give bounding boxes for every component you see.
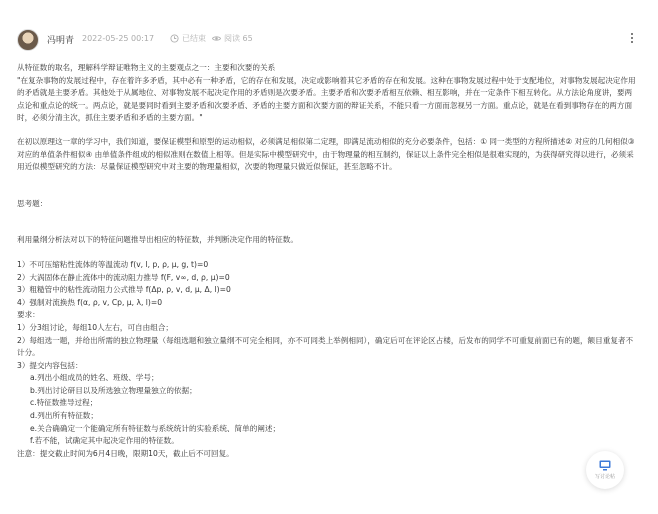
author-name[interactable]: 冯明青 bbox=[47, 36, 75, 46]
more-options-icon[interactable] bbox=[627, 31, 637, 45]
sub-item: e.关合确确定一个能确定所有特征数与系统统计的实验系统、简单的阐述； bbox=[30, 423, 281, 433]
task-intro: 利用量纲分析法对以下的特征问题推导出相应的特征数，并判断决定作用的特征数。 bbox=[17, 235, 298, 245]
status-text: 已结束 bbox=[182, 34, 206, 43]
requirements-title: 要求： bbox=[17, 310, 40, 320]
read-count bbox=[212, 33, 253, 44]
sub-item: b.列出讨论研目以及所选独立物理量独立的依据； bbox=[30, 385, 197, 395]
avatar[interactable] bbox=[17, 29, 39, 51]
sub-item: f.若不能，试确定其中起决定作用的特征数。 bbox=[30, 436, 179, 446]
requirement-item: 2）每组选一题，并给出所需的独立物理量（每组选题和独立量纲不可完全相同，亦不可同类上举例相同），确定后可在评论区占楼，后发布的同学不可重复前面已有的题，额目重复者不计分。 bbox=[17, 335, 634, 358]
sub-item: c.特征数推导过程； bbox=[30, 398, 98, 408]
think-title: 思考题： bbox=[17, 198, 48, 208]
write-discussion-label: 写讨论帖 bbox=[594, 474, 615, 480]
deadline-note: 注意：提交截止时间为6月4日晚，限期10天，截止后不可回复。 bbox=[17, 448, 234, 458]
body-paragraph: 在初以原理这一章的学习中，我们知道，要保证模型和原型的运动相似，必须满足相似第二定理，即满足流动相似的充分必要条件，包括：① 同一类型的方程所描述② 对应的几何相似③ 对应的单值条件相似④ 由单值条件组成的相似准则在数值上相等。但是实际中模型研究中，由于物理量的相互制约，保证以上条件完全相似是很难实现的，为获得研究得以进行，必须采用近似模型研究的方法：尽量保证模型研究中对主要的物理量相似，次要的物理量只做近似保证，甚至忽略不计。 bbox=[17, 136, 635, 172]
post-content bbox=[17, 62, 637, 460]
eye-icon bbox=[212, 34, 221, 43]
post-header bbox=[0, 0, 658, 58]
task-item: 3）粗糙管中的粘性流动阻力公式推导 f(Δp, ρ, v, d, μ, Δ, l)=0 bbox=[17, 285, 231, 295]
task-item: 1）不可压缩粘性流体的等温流动 f(v, l, p, ρ, μ, g, t)=0 bbox=[17, 259, 209, 269]
intro-quote: "在复杂事物的发展过程中，存在着许多矛盾，其中必有一种矛盾，它的存在和发展，决定或影响着其它矛盾的存在和发展。这种在事物发展过程中处于支配地位，对事物发展起决定作用的矛盾就是主要矛盾。其他处于从属地位、对事物发展不起决定作用的矛盾则是次要矛盾。主要矛盾和次要矛盾相互依赖、相互影响，并在一定条件下相互转化。从方法论角度讲，要两点论和重点论的统一。两点论，就是要同时看到主要矛盾和次要矛盾、矛盾的主要方面和次要方面的辩证关系，不能只看一方面而忽视另一方面。重点论，就是在看到事物存在的两方面时，必须分清主次，抓住主要矛盾和矛盾的主要方面。" bbox=[17, 75, 636, 123]
status-badge bbox=[170, 33, 206, 44]
write-discussion-button[interactable] bbox=[586, 451, 624, 489]
post-date: 2022-05-25 00:17 bbox=[82, 34, 155, 43]
clock-icon bbox=[170, 34, 179, 43]
sub-item: d.列出所有特征数； bbox=[30, 411, 98, 421]
requirement-item: 3）提交内容包括： bbox=[17, 360, 83, 370]
requirement-item: 1）分3组讨论，每组10人左右，可自由组合； bbox=[17, 322, 174, 332]
sub-item: a.列出小组成员的姓名、班级、学号； bbox=[30, 373, 159, 383]
task-item: 4）强制对流换热 f(α, ρ, v, Cp, μ, λ, l)=0 bbox=[17, 297, 163, 307]
monitor-icon bbox=[599, 460, 611, 471]
intro-title: 从特征数的取名，理解科学辩证唯物主义的主要观点之一：主要和次要的关系 bbox=[17, 63, 276, 72]
task-item: 2）大涡固体在静止流体中的流动阻力推导 f(F, v∞, d, ρ, μ)=0 bbox=[17, 272, 230, 282]
read-count-text: 阅读 65 bbox=[224, 34, 253, 43]
